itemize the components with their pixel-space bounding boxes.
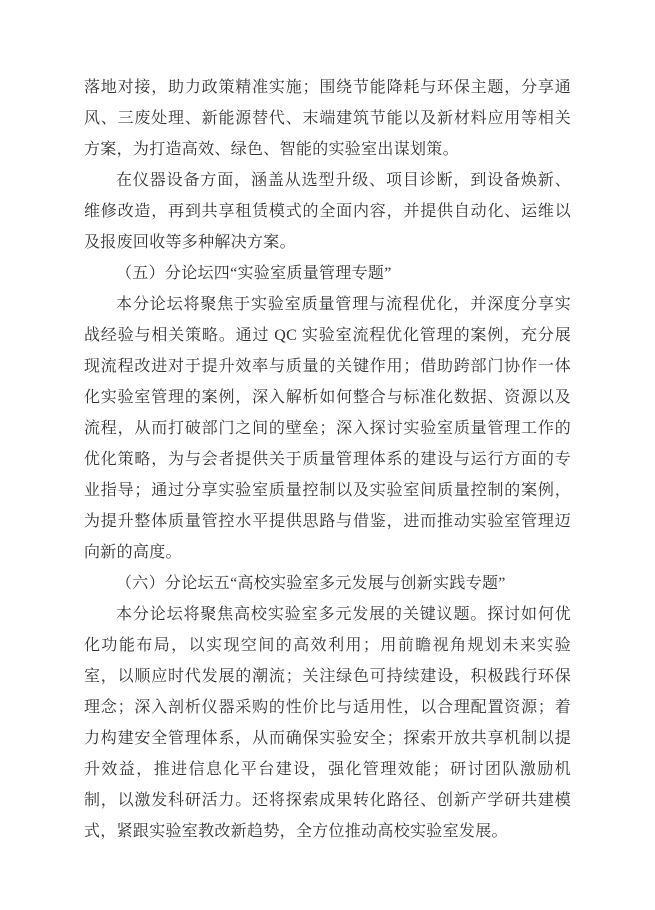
paragraph-forum-five-body: 本分论坛将聚焦高校实验室多元发展的关键议题。探讨如何优化功能布局，以实现空间的高效利用；用前瞻视角规划未来实验室，以顺应时代发展的潮流；关注绿色可持续建设，积极践行环保理念；深入剖析仪器采购的性价比与适用性，以合理配置资源；着力构建安全管理体系，从而确保实验安全；探索开放共享机制以提升效益，推进信息化平台建设，强化管理效能；研讨团队激励机制，以激发科研活力。还将探索成果转化路径、创新产学研共建模式，紧跟实验室教改新趋势，全方位推动高校实验室发展。 — [84, 606, 571, 840]
paragraph-continuation: 落地对接，助力政策精准实施；围绕节能降耗与环保主题，分享通风、三废处理、新能源替代、末端建筑节能以及新材料应用等相关方案，为打造高效、绿色、智能的实验室出谋划策。 — [84, 79, 571, 158]
section-heading-forum-five: （六）分论坛五“高校实验室多元发展与创新实践专题” — [116, 575, 506, 592]
paragraph-instrument-equipment: 在仪器设备方面，涵盖从选型升级、项目诊断，到设备焕新、维修改造，再到共享租赁模式的全面内容，并提供自动化、运维以及报废回收等多种解决方案。 — [84, 172, 571, 251]
paragraph-forum-four-body: 本分论坛将聚焦于实验室质量管理与流程优化，并深度分享实战经验与相关策略。通过 QC 实验室流程优化管理的案例，充分展现流程改进对于提升效率与质量的关键作用；借助跨部门协作一体化实验室管理的案例，深入解析如何整合与标准化数据、资源以及流程，从而打破部门之间的壁垒；深入探讨实验室质量管理工作的优化策略，为与会者提供关于质量管理体系的建设与运行方面的专业指导；通过分享实验室质量控制以及实验室间质量控制的案例，为提升整体质量管控水平提供思路与借鉴，进而推动实验室管理迈向新的高度。 — [84, 296, 571, 561]
section-heading-forum-four: （五）分论坛四“实验室质量管理专题” — [116, 265, 392, 282]
